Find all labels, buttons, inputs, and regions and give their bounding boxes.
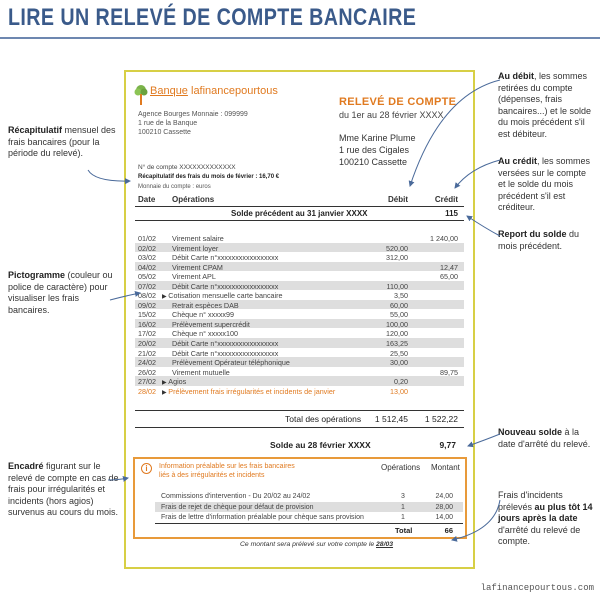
row-debit: 13,00 xyxy=(390,386,408,396)
site-watermark: lafinancepourtous.com xyxy=(480,583,594,593)
client-street: 1 rue des Cigales xyxy=(339,145,410,155)
row-operation-text: Prélèvement frais irrégularités et incidents de janvier xyxy=(168,386,336,396)
arrow-incident-fees xyxy=(452,500,500,540)
row-date: 03/02 xyxy=(138,253,156,263)
annotation-fees-text1: Frais d'incidents prélevés xyxy=(498,490,563,512)
incidents-row-ops: 3 xyxy=(401,493,405,500)
row-credit: 1 240,00 xyxy=(430,234,458,243)
incidents-row-amount: 24,00 xyxy=(435,493,453,500)
annotation-recap-text: mensuel des frais bancaires (pour la période du relevé). xyxy=(8,125,116,158)
row-debit: 60,00 xyxy=(390,300,408,310)
row-debit: 0,20 xyxy=(394,377,408,387)
annotation-picto-bold: Pictogramme xyxy=(8,270,66,280)
incidents-row-label: Frais de lettre d'information préalable pour chèque sans provision xyxy=(161,514,364,521)
row-date: 08/02 xyxy=(138,291,156,301)
annotation-encadre-text: figurant sur le relevé de compte en cas de frais pour irrégularités et incidents (hors agios) survenus au cours du mois. xyxy=(8,461,119,517)
annotation-debit-text: , les sommes retirées du compte (dépenses, frais bancaires...) et le solde du mois précédent s'il est débiteur. xyxy=(498,71,592,139)
incidents-title-line1: Information préalable sur les frais bancaires xyxy=(159,463,295,470)
incidents-row-label: Commissions d'intervention - Du 20/02 au 24/02 xyxy=(161,493,311,500)
row-credit: 12,47 xyxy=(440,262,458,272)
row-date: 01/02 xyxy=(138,234,156,243)
row-date: 20/02 xyxy=(138,339,156,349)
bank-street: 1 rue de la Banque xyxy=(138,120,198,127)
fees-recap: Récapitulatif des frais du mois de février : 16,70 € xyxy=(138,174,280,180)
annotation-credit-text: , les sommes versées sur le compte et le solde du mois précédent s'il est créditeur. xyxy=(498,156,591,212)
row-operation-text: Débit Carte n°xxxxxxxxxxxxxxxxx xyxy=(172,253,279,263)
bank-agency: Agence Bourges Monnaie : 099999 xyxy=(138,111,248,118)
row-date: 26/02 xyxy=(138,367,156,377)
total-label: Total des opérations xyxy=(285,414,362,424)
bank-city: 100210 Cassette xyxy=(138,129,191,136)
arrow-report xyxy=(467,216,500,236)
row-credit: 65,00 xyxy=(440,272,458,282)
annotation-new-balance-text: à la date d'arrêté du relevé. xyxy=(498,427,591,449)
annotation-fees-bold: au plus tôt 14 jours après la date xyxy=(498,501,593,523)
row-operation-text: Virement CPAM xyxy=(172,262,223,272)
row-operation-text: Retrait espèces DAB xyxy=(172,300,239,310)
row-debit: 120,00 xyxy=(386,329,408,339)
closing-balance-label: Solde au 28 février XXXX xyxy=(270,440,371,450)
row-date: 15/02 xyxy=(138,310,156,320)
incidents-row-ops: 1 xyxy=(401,514,405,521)
page-title: LIRE UN RELEVÉ DE COMPTE BANCAIRE xyxy=(8,4,417,31)
row-debit: 100,00 xyxy=(386,319,408,329)
arrow-pictogram xyxy=(110,293,140,300)
note-prefix: Ce montant sera prélevé sur votre compte le xyxy=(240,541,377,548)
incidents-title-line2: liés à des irrégularités et incidents xyxy=(159,472,265,479)
account-currency: Monnaie du compte : euros xyxy=(138,184,211,190)
row-date: 09/02 xyxy=(138,300,156,310)
annotation-credit-bold: Au crédit xyxy=(498,156,538,166)
row-operation-text: Chèque n° xxxxx99 xyxy=(172,310,235,320)
annotation-new-balance-bold: Nouveau solde xyxy=(498,427,563,437)
incidents-total-value: 66 xyxy=(444,525,453,535)
incidents-row-amount: 14,00 xyxy=(435,514,453,521)
annotation-picto-text: (couleur ou police de caractère) pour visualiser les frais bancaires. xyxy=(8,270,113,315)
arrow-new-balance xyxy=(468,434,500,446)
arrow-credit xyxy=(455,160,500,188)
row-operation-text: Virement loyer xyxy=(172,243,219,253)
header-operations: Opérations xyxy=(172,195,215,204)
row-debit: 30,00 xyxy=(390,358,408,368)
row-debit: 25,50 xyxy=(390,348,408,358)
annotation-debit-bold: Au débit xyxy=(498,71,534,81)
row-date: 02/02 xyxy=(138,243,156,253)
annotation-report-bold: Report du solde xyxy=(498,229,567,239)
arrow-debit xyxy=(410,80,500,186)
incidents-row-amount: 28,00 xyxy=(435,503,453,511)
annotation-encadre-bold: Encadré xyxy=(8,461,44,471)
row-date: 07/02 xyxy=(138,281,156,291)
annotation-fees-text2: d'arrêté du relevé de compte. xyxy=(498,524,581,546)
incidents-header-amount: Montant xyxy=(431,463,460,472)
row-date: 24/02 xyxy=(138,358,156,368)
row-date: 16/02 xyxy=(138,319,156,329)
row-date: 27/02 xyxy=(138,377,156,387)
client-name: Mme Karine Plume xyxy=(339,133,416,143)
row-debit: 312,00 xyxy=(386,253,408,263)
incidents-row-ops: 1 xyxy=(401,503,405,511)
row-operation-text: Débit Carte n°xxxxxxxxxxxxxxxxx xyxy=(172,348,279,358)
row-date: 05/02 xyxy=(138,272,156,282)
total-credit: 1 522,22 xyxy=(424,414,458,424)
note-date: 28/03 xyxy=(376,541,394,548)
statement-title: RELEVÉ DE COMPTE xyxy=(339,96,457,108)
row-operation-text: Virement mutuelle xyxy=(172,367,230,377)
row-date: 04/02 xyxy=(138,262,156,272)
closing-balance-value: 9,77 xyxy=(439,440,456,450)
row-operation-text: Débit Carte n°xxxxxxxxxxxxxxxxx xyxy=(172,339,279,349)
bank-name-rest: lafinancepourtous xyxy=(187,85,278,97)
row-operation-text: Virement salaire xyxy=(172,234,224,243)
row-date: 21/02 xyxy=(138,348,156,358)
incidents-row-label: Frais de rejet de chèque pour défaut de provision xyxy=(161,503,314,511)
fee-pictogram-icon: ▶ xyxy=(162,294,169,301)
info-icon: i xyxy=(141,463,152,474)
row-operation-text: Prélèvement Opérateur téléphonique xyxy=(172,358,290,368)
row-debit: 163,25 xyxy=(386,339,408,349)
arrow-encadre xyxy=(108,478,128,480)
annotation-report-text: du mois précédent. xyxy=(498,229,580,251)
row-debit: 520,00 xyxy=(386,243,408,253)
row-operation-text: Cotisation mensuelle carte bancaire xyxy=(168,291,283,301)
row-debit: 110,00 xyxy=(386,281,408,291)
incidents-header-operations: Opérations xyxy=(381,463,421,472)
row-operation-text: Virement APL xyxy=(172,272,216,282)
row-date: 17/02 xyxy=(138,329,156,339)
opening-balance-value: 115 xyxy=(445,209,458,218)
header-date: Date xyxy=(138,195,156,204)
header-debit: Débit xyxy=(388,195,408,204)
header-credit: Crédit xyxy=(434,195,458,204)
opening-balance-label: Solde précédent au 31 janvier XXXX xyxy=(231,209,368,218)
incidents-total-label: Total xyxy=(395,525,413,535)
statement-period: du 1er au 28 février XXXX xyxy=(339,110,444,120)
row-operation-text: Prélèvement supercrédit xyxy=(172,319,250,329)
account-number: N° de compte XXXXXXXXXXXXX xyxy=(138,164,236,171)
bank-name-underlined: Banque xyxy=(150,85,188,97)
row-date: 28/02 xyxy=(138,386,156,396)
row-operation-text: Débit Carte n°xxxxxxxxxxxxxxxxx xyxy=(172,281,279,291)
row-credit: 89,75 xyxy=(440,367,458,377)
fee-pictogram-icon: ▶ xyxy=(162,380,169,387)
row-debit: 3,50 xyxy=(394,291,408,301)
row-operation-text: Agios xyxy=(168,377,187,387)
client-city: 100210 Cassette xyxy=(339,157,408,167)
annotation-recap-bold: Récapitulatif xyxy=(8,125,63,135)
arrow-recap xyxy=(88,170,130,181)
row-operation-text: Chèque n° xxxxx100 xyxy=(172,329,239,339)
row-debit: 55,00 xyxy=(390,310,408,320)
fee-pictogram-icon: ▶ xyxy=(162,389,169,396)
total-debit: 1 512,45 xyxy=(374,414,408,424)
